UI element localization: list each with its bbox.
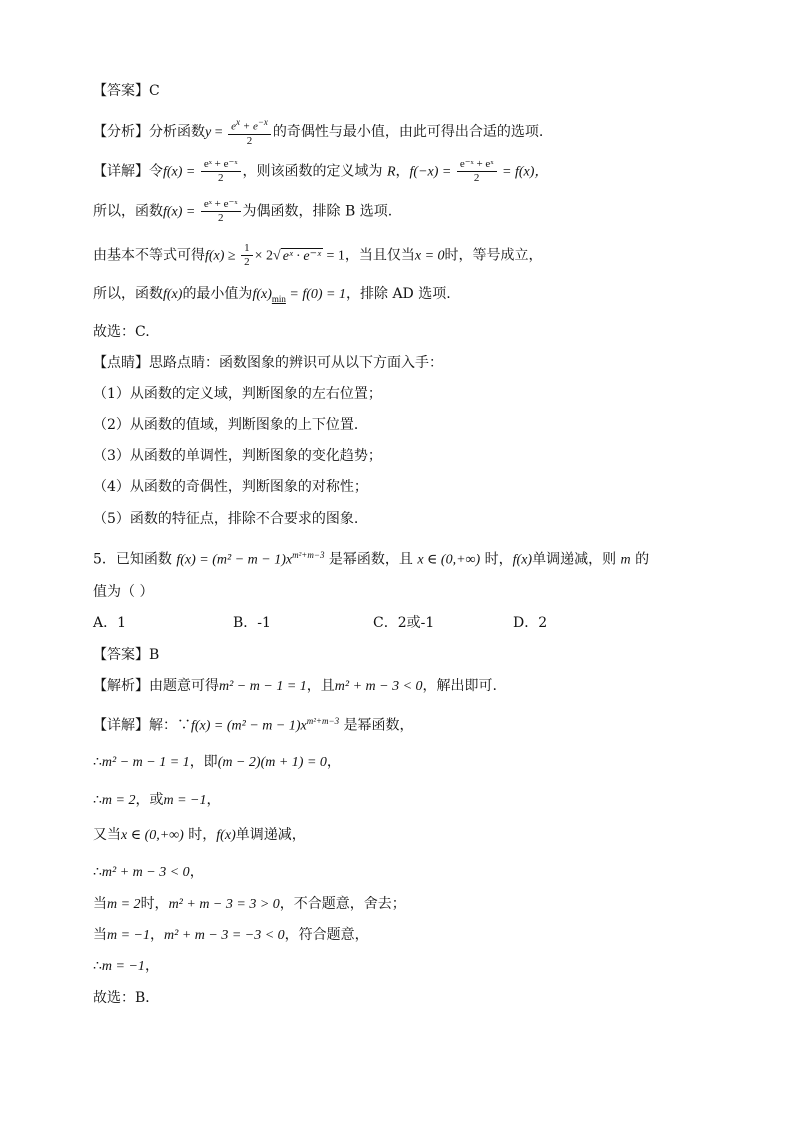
s6-mid: ， (150, 927, 165, 943)
s5-eq: m² + m − 3 = 3 > 0 (168, 897, 280, 912)
s6-cond: m = −1 (107, 928, 151, 943)
question-5-cont (93, 582, 153, 602)
detail2-fx: f(x) = (m² − m − 1)x (191, 718, 307, 734)
answer-tag: 【答案】 (93, 83, 149, 99)
analysis-post: 的奇偶性与最小值，由此可得出合适的选项. (272, 123, 544, 140)
s6-eq: m² + m − 3 = −3 < 0 (164, 928, 285, 943)
fraction-numerator (228, 116, 271, 135)
s2-eq2: m = −1 (163, 793, 207, 808)
line6-pre: 所以，函数 (93, 286, 163, 302)
detail-post: = f(x)， (498, 164, 549, 180)
detail2-tag: 【详解】 (93, 717, 149, 734)
s3-interval: x ∈ (0,+∞) (121, 828, 184, 843)
detail-den2: 2 (473, 172, 480, 184)
line5-root: eˣ · e⁻ˣ (282, 248, 321, 264)
detail-line-5 (93, 322, 150, 342)
s1-eq2: (m − 2)(m + 1) = 0 (217, 755, 327, 770)
num-e: e (231, 120, 237, 133)
line6-mid: 的最小值为 (182, 286, 253, 302)
line4-pre: 所以，函数 (93, 203, 163, 220)
s8-text: 故选：B． (93, 990, 160, 1006)
line5-cond: x = 0 (414, 248, 445, 264)
step-6 (93, 925, 369, 946)
s3-mid: 时， (183, 827, 217, 843)
answer-line-2 (93, 645, 159, 665)
option-b: B．-1 (233, 615, 271, 631)
analysis2-post: ，解出即可. (422, 678, 497, 694)
analysis2-eq1: m² − m − 1 = 1 (219, 679, 307, 694)
tip-point-2: （2）从函数的值域，判断图象的上下位置． (93, 417, 368, 433)
detail-num: eˣ + e⁻ˣ (201, 158, 241, 172)
s4-post: ， (189, 864, 204, 880)
tips-text: 思路点睛：函数图象的辨识可从以下方面入手： (149, 355, 443, 371)
q5-exp: m²+m−3 (292, 550, 325, 560)
analysis-eq: = (211, 124, 227, 140)
line4-num: eˣ + e⁻ˣ (201, 198, 241, 212)
option-a: A．1 (93, 615, 127, 631)
line5-pre: 由基本不等式可得 (93, 247, 205, 264)
detail2-pre: 解：∵ (149, 717, 191, 734)
s1-eq: m² − m − 1 = 1 (101, 755, 190, 770)
step-4 (93, 862, 204, 883)
sqrt-sign: √ (273, 248, 281, 264)
analysis2-pre: 由题意可得 (149, 678, 219, 694)
line4-fx: f(x) = (163, 204, 199, 220)
s1-pre: ∴ (93, 754, 102, 770)
q5-post2: 的 (630, 551, 650, 568)
detail-fx: f(x) = (163, 164, 199, 180)
line5-eq: = 1 (322, 248, 345, 264)
detail-comma: ， (395, 163, 410, 180)
analysis-pre: 分析函数 (149, 123, 205, 140)
s5-pre: 当 (93, 896, 107, 912)
detail-num2: e⁻ˣ + eˣ (457, 158, 497, 172)
s2-mid: ，或 (135, 792, 164, 808)
s7-eq: m = −1 (101, 959, 145, 974)
analysis2-tag: 【解析】 (93, 678, 149, 694)
step-8 (93, 988, 159, 1008)
s7-post: ， (144, 958, 159, 974)
analysis-line-1 (93, 116, 543, 148)
q5-interval: x ∈ (0,+∞) (417, 552, 481, 568)
option-c: C．2或-1 (373, 615, 435, 631)
line6-eq: = f(0) = 1 (285, 287, 346, 302)
num-exp2: −x (257, 117, 268, 127)
num-exp1: x (236, 117, 241, 127)
detail-pre: 令 (149, 163, 163, 180)
detail-R: R (386, 164, 396, 180)
line6-post: ，排除 AD 选项. (346, 286, 451, 302)
s2-pre: ∴ (93, 792, 102, 808)
answer2-value: B (149, 647, 160, 663)
line4-post: 为偶函数，排除 B 选项. (242, 203, 393, 220)
analysis-y: y (205, 124, 212, 140)
detail2-post: 是幂函数， (339, 717, 414, 734)
s3-post: 单调递减， (235, 827, 306, 843)
answer2-tag: 【答案】 (93, 647, 149, 663)
tips-tag: 【点睛】 (93, 355, 149, 371)
detail-fmx: f(−x) = (409, 164, 455, 180)
tip-point-1: （1）从函数的定义域，判断图象的左右位置； (93, 386, 382, 402)
line4-den: 2 (217, 212, 224, 224)
s1-mid: ，即 (189, 754, 218, 770)
s4-pre: ∴ (93, 864, 102, 880)
options-row (93, 613, 653, 633)
s5-cond: m = 2 (107, 897, 141, 912)
q5-mid2: 时， (480, 551, 513, 568)
detail-line-3 (93, 242, 543, 269)
q5-mid: 是幂函数，且 (324, 551, 418, 568)
line5-fnum: 1 (241, 242, 253, 256)
q5-m: m (620, 552, 631, 568)
answer-value: C (149, 83, 160, 99)
line5-post: ，当且仅当 (344, 247, 415, 264)
q5b-text: 值为（ ） (93, 584, 154, 600)
s7-pre: ∴ (93, 958, 102, 974)
tip-point-5: （5）函数的特征点，排除不合要求的图象. (93, 511, 359, 527)
s2-post: ， (206, 792, 221, 808)
analysis2-mid: ，且 (306, 678, 335, 694)
option-d: D．2 (513, 615, 548, 631)
num-mid: + e (240, 120, 258, 133)
analysis-line-2 (93, 676, 497, 697)
step-1 (93, 752, 341, 773)
s3-fx: f(x) (216, 828, 236, 843)
line6-minsub: min (271, 293, 286, 304)
detail-line-4 (93, 284, 451, 309)
step-7 (93, 956, 159, 977)
detail-line-1 (93, 158, 548, 185)
q5-pre: 5．已知函数 (93, 551, 177, 568)
step-5 (93, 894, 406, 915)
line4-fraction (201, 198, 241, 225)
line6-fx: f(x) (163, 287, 183, 302)
line6-fmin: f(x) (252, 287, 272, 302)
line5-fden: 2 (244, 256, 250, 268)
analysis-fraction (228, 116, 271, 148)
detail-den: 2 (217, 172, 224, 184)
line7-text: 故选：C. (93, 324, 150, 340)
detail-fraction-2 (457, 158, 497, 185)
detail-tag: 【详解】 (93, 163, 149, 180)
detail2-line-1 (93, 711, 414, 737)
fraction-denominator: 2 (246, 134, 253, 147)
tip-point-4: （4）从函数的奇偶性，判断图象的对称性； (93, 479, 368, 495)
detail-line-2 (93, 198, 392, 225)
q5-fx: f(x) = (m² − m − 1)x (176, 552, 293, 568)
tips-line (93, 353, 443, 373)
line5-fraction (241, 242, 253, 269)
tip-point-3: （3）从函数的单调性，判断图象的变化趋势； (93, 448, 382, 464)
s1-post: ， (326, 754, 341, 770)
analysis2-eq2: m² + m − 3 < 0 (334, 679, 423, 694)
s3-pre: 又当 (93, 827, 121, 843)
s2-eq: m = 2 (101, 793, 136, 808)
detail-mid: ，则该函数的定义域为 (242, 163, 383, 180)
s6-pre: 当 (93, 927, 107, 943)
step-2 (93, 790, 221, 811)
s5-post: ，不合题意，舍去； (279, 896, 406, 912)
s5-mid: 时， (140, 896, 169, 912)
s6-post: ，符合题意， (284, 927, 369, 943)
line5-mid: × 2 (254, 248, 274, 264)
analysis-tag: 【分析】 (93, 123, 149, 140)
line5-ineq: f(x) ≥ (205, 248, 240, 264)
detail-fraction-1 (201, 158, 241, 185)
s4-eq: m² + m − 3 < 0 (101, 865, 190, 880)
q5-post: 单调递减，则 (532, 551, 621, 568)
q5-fx2: f(x) (512, 552, 533, 568)
line5-post2: 时，等号成立， (444, 247, 543, 264)
question-5 (93, 545, 649, 571)
step-3 (93, 825, 306, 846)
answer-line-1 (93, 81, 160, 101)
detail2-exp: m²+m−3 (306, 716, 340, 726)
